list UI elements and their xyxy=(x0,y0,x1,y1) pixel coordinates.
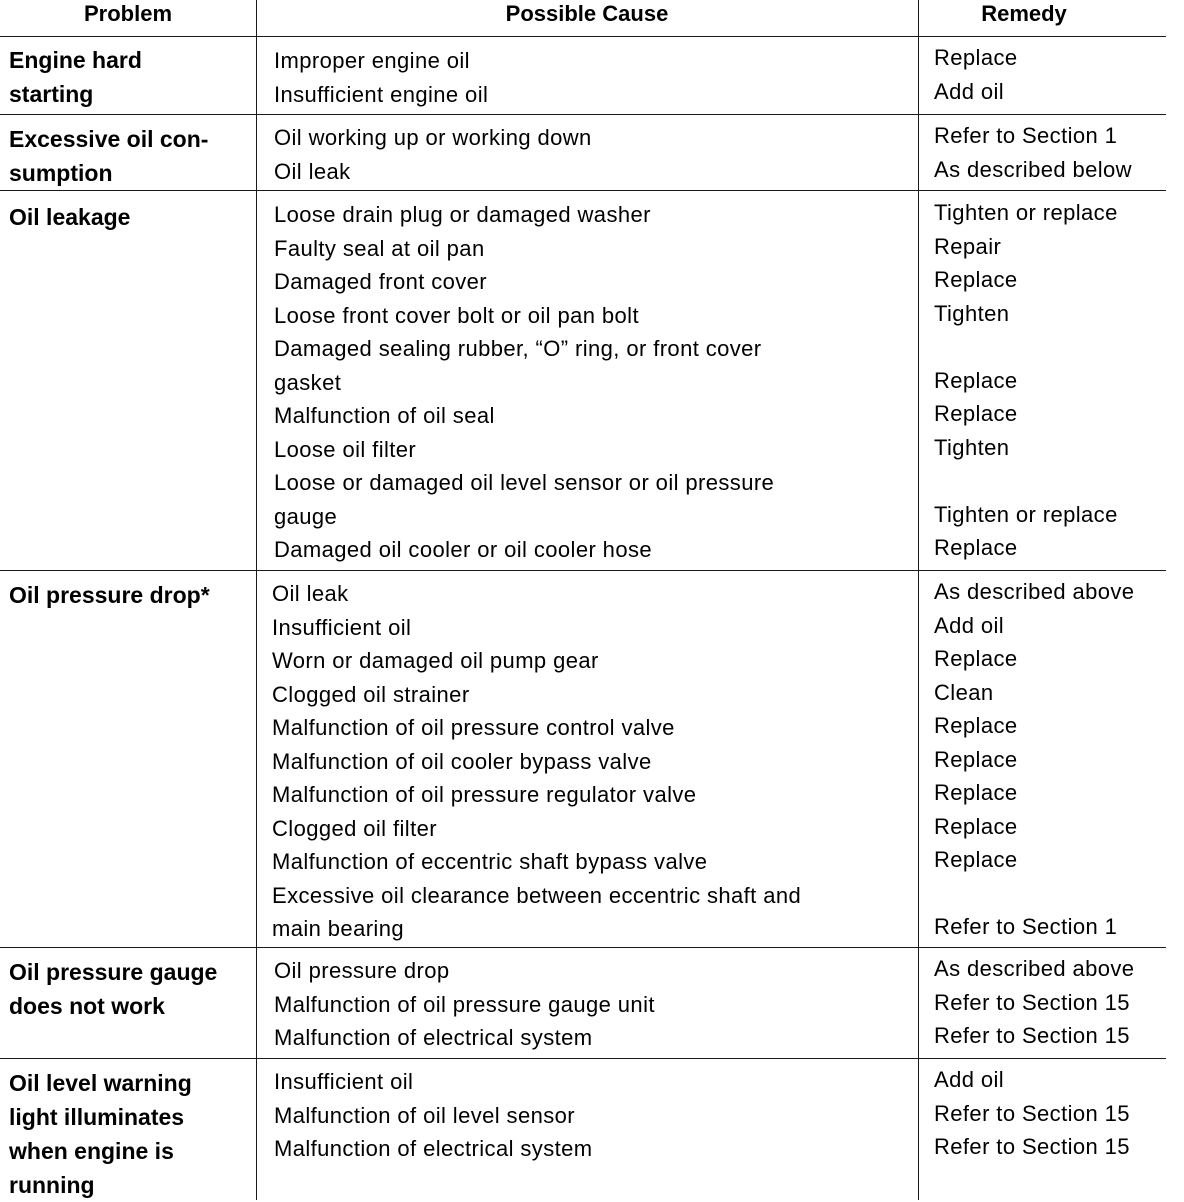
problem-cell: Oil pressure gauge does not work xyxy=(9,959,218,1019)
cause-item: Loose drain plug or damaged washer xyxy=(274,202,651,227)
row-divider xyxy=(0,947,1166,948)
remedy-item: Replace xyxy=(934,847,1018,872)
row-divider xyxy=(0,570,1166,571)
remedy-item: As described below xyxy=(934,156,1132,182)
remedy-list xyxy=(934,1063,1174,1164)
cause-item: main bearing xyxy=(272,916,404,941)
cause-item: Malfunction of oil pressure gauge unit xyxy=(274,991,655,1017)
cause-list xyxy=(274,44,874,111)
cause-item: Malfunction of oil pressure control valve xyxy=(272,715,675,740)
remedy-item: Tighten xyxy=(934,434,1010,460)
row-divider xyxy=(0,190,1166,191)
remedy-item: Add oil xyxy=(934,612,1005,638)
cause-list xyxy=(274,121,874,188)
cause-item: Improper engine oil xyxy=(274,48,470,73)
problem-cell: Excessive oil con- sumption xyxy=(9,126,209,186)
remedy-list xyxy=(934,119,1174,186)
remedy-item: Replace xyxy=(934,45,1018,70)
cause-list xyxy=(274,954,874,1055)
cause-item: Malfunction of oil pressure regulator valve xyxy=(272,782,697,807)
cause-item: Insufficient engine oil xyxy=(274,81,489,107)
remedy-item: Replace xyxy=(934,746,1018,772)
remedy-item: Replace xyxy=(934,267,1018,292)
cause-item: Damaged oil cooler or oil cooler hose xyxy=(274,537,652,562)
remedy-item: As described above xyxy=(934,956,1135,981)
cause-item: Malfunction of oil level sensor xyxy=(274,1102,575,1128)
header-remedy: Remedy xyxy=(981,1,1067,26)
cause-item: Malfunction of oil seal xyxy=(274,403,495,428)
problem-cell: Oil level warning light illuminates when engine is running xyxy=(9,1070,192,1198)
remedy-item: Replace xyxy=(934,367,1018,393)
problem-cell: Oil leakage xyxy=(9,204,131,230)
remedy-list xyxy=(934,41,1174,108)
cause-item: Damaged front cover xyxy=(274,269,488,294)
remedy-item: Add oil xyxy=(934,1067,1005,1092)
remedy-item: Replace xyxy=(934,401,1018,426)
cause-item: Loose front cover bolt or oil pan bolt xyxy=(274,302,639,328)
cause-item: Clogged oil filter xyxy=(272,815,437,841)
column-divider xyxy=(256,0,257,1200)
remedy-item: Refer to Section 15 xyxy=(934,1023,1130,1048)
remedy-item: Clean xyxy=(934,679,994,705)
remedy-item: As described above xyxy=(934,579,1135,604)
cause-item: gauge xyxy=(274,503,338,529)
cause-item: Oil leak xyxy=(272,581,349,606)
cause-item: Malfunction of eccentric shaft bypass valve xyxy=(272,849,708,874)
cause-item: gasket xyxy=(274,369,342,395)
remedy-item: Replace xyxy=(934,780,1018,805)
remedy-item: Tighten xyxy=(934,300,1010,326)
cause-item: Loose oil filter xyxy=(274,436,417,462)
cause-item: Oil pressure drop xyxy=(274,958,450,983)
remedy-item: Replace xyxy=(934,646,1018,671)
cause-item: Loose or damaged oil level sensor or oil pressure xyxy=(274,470,775,495)
cause-item: Faulty seal at oil pan xyxy=(274,235,485,261)
cause-list xyxy=(274,1065,874,1166)
remedy-item: Tighten or replace xyxy=(934,501,1118,527)
remedy-item xyxy=(934,877,1174,911)
remedy-item: Refer to Section 15 xyxy=(934,989,1130,1015)
remedy-item: Replace xyxy=(934,813,1018,839)
remedy-item: Replace xyxy=(934,535,1018,560)
remedy-item xyxy=(934,464,1174,498)
problem-cell: Engine hard starting xyxy=(9,47,142,107)
cause-item: Oil working up or working down xyxy=(274,125,592,150)
remedy-item: Replace xyxy=(934,713,1018,738)
row-divider xyxy=(0,114,1166,115)
header-rule xyxy=(0,36,1166,37)
header-problem: Problem xyxy=(83,1,173,26)
remedy-list xyxy=(934,952,1174,1053)
cause-item: Insufficient oil xyxy=(274,1069,414,1094)
remedy-item: Tighten or replace xyxy=(934,200,1118,225)
remedy-item: Refer to Section 15 xyxy=(934,1134,1130,1159)
column-divider xyxy=(918,0,919,1200)
cause-item: Malfunction of oil cooler bypass valve xyxy=(272,748,652,774)
remedy-item: Refer to Section 15 xyxy=(934,1100,1130,1126)
row-divider xyxy=(0,1058,1166,1059)
problem-cell: Oil pressure drop* xyxy=(9,582,210,608)
remedy-item: Repair xyxy=(934,233,1002,259)
cause-item: Worn or damaged oil pump gear xyxy=(272,648,599,673)
header-possible-cause: Possible Cause xyxy=(505,1,669,26)
remedy-item: Refer to Section 1 xyxy=(934,914,1118,939)
remedy-item: Add oil xyxy=(934,78,1005,104)
cause-item: Malfunction of electrical system xyxy=(274,1025,593,1050)
cause-item: Insufficient oil xyxy=(272,614,412,640)
cause-item: Damaged sealing rubber, “O” ring, or front cover xyxy=(274,336,762,361)
remedy-item: Refer to Section 1 xyxy=(934,123,1118,148)
cause-item: Oil leak xyxy=(274,158,351,184)
cause-item: Clogged oil strainer xyxy=(272,681,470,707)
cause-list xyxy=(272,577,872,946)
remedy-item xyxy=(934,330,1174,364)
cause-item: Excessive oil clearance between eccentric shaft and xyxy=(272,882,802,908)
remedy-list xyxy=(934,196,1174,565)
cause-item: Malfunction of electrical system xyxy=(274,1136,593,1161)
cause-list xyxy=(274,198,874,567)
remedy-list xyxy=(934,575,1174,944)
